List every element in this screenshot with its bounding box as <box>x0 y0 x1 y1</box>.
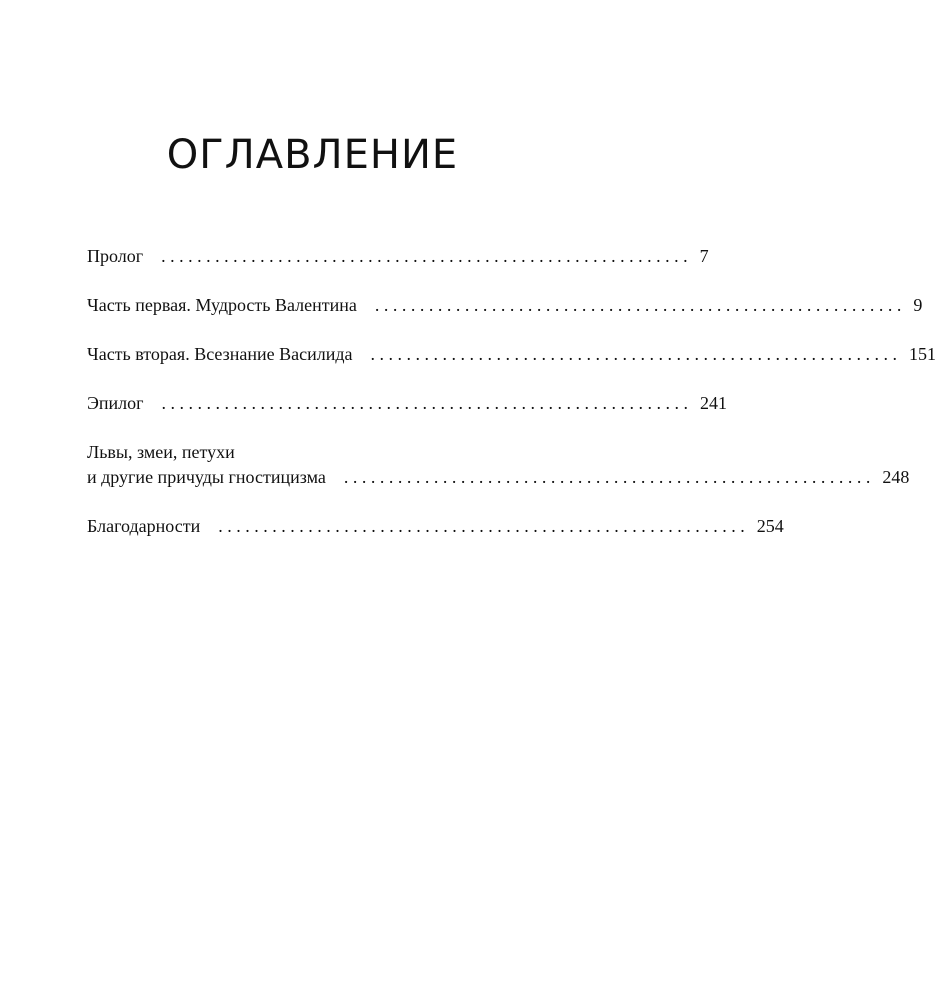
toc-entry-title: Пролог <box>87 246 144 266</box>
toc-page-number: 248 <box>882 467 910 487</box>
toc-entry-title-line1: Львы, змеи, петухи <box>87 442 235 462</box>
toc-page-number: 241 <box>700 393 728 413</box>
toc-page-number: 9 <box>913 295 923 315</box>
toc-entry-part-one[interactable] <box>87 293 923 318</box>
page-title: ОГЛАВЛЕНИЕ <box>166 131 459 178</box>
toc-entry-acknowledgements[interactable] <box>87 514 784 539</box>
toc-entry-title: Благодарности <box>87 516 201 536</box>
toc-entry-title: Часть первая. Мудрость Валентина <box>87 295 357 315</box>
toc-leader-dots: . . . . . . . . . . . . . . . . . . . . . . . . . . . . . . . . . . . . . . . . . . . . . . . . . . . . . . . . . . . <box>374 295 902 315</box>
toc-leader-dots: . . . . . . . . . . . . . . . . . . . . . . . . . . . . . . . . . . . . . . . . . . . . . . . . . . . . . . . . . . . <box>218 516 745 536</box>
toc-page-number: 151 <box>909 344 936 364</box>
toc-entry-title-line2: и другие причуды гностицизма <box>87 467 326 487</box>
toc-entry-part-two[interactable] <box>87 342 936 367</box>
toc-page-number: 254 <box>756 516 784 536</box>
toc-leader-dots: . . . . . . . . . . . . . . . . . . . . . . . . . . . . . . . . . . . . . . . . . . . . . . . . . . . . . . . . . . . <box>161 393 689 413</box>
toc-entry-title: Часть вторая. Всезнание Василида <box>87 344 353 364</box>
toc-leader-dots: . . . . . . . . . . . . . . . . . . . . . . . . . . . . . . . . . . . . . . . . . . . . . . . . . . . . . . . . . . . <box>343 467 871 487</box>
toc-leader-dots: . . . . . . . . . . . . . . . . . . . . . . . . . . . . . . . . . . . . . . . . . . . . . . . . . . . . . . . . . . . <box>370 344 897 364</box>
toc-page-number: 7 <box>699 246 709 266</box>
table-of-contents <box>87 244 936 563</box>
toc-leader-dots: . . . . . . . . . . . . . . . . . . . . . . . . . . . . . . . . . . . . . . . . . . . . . . . . . . . . . . . . . . . <box>161 246 688 266</box>
toc-entry-lions-snakes[interactable] <box>87 440 910 490</box>
toc-entry-prologue[interactable] <box>87 244 709 269</box>
toc-entry-epilogue[interactable] <box>87 391 728 416</box>
toc-entry-title: Эпилог <box>87 393 144 413</box>
